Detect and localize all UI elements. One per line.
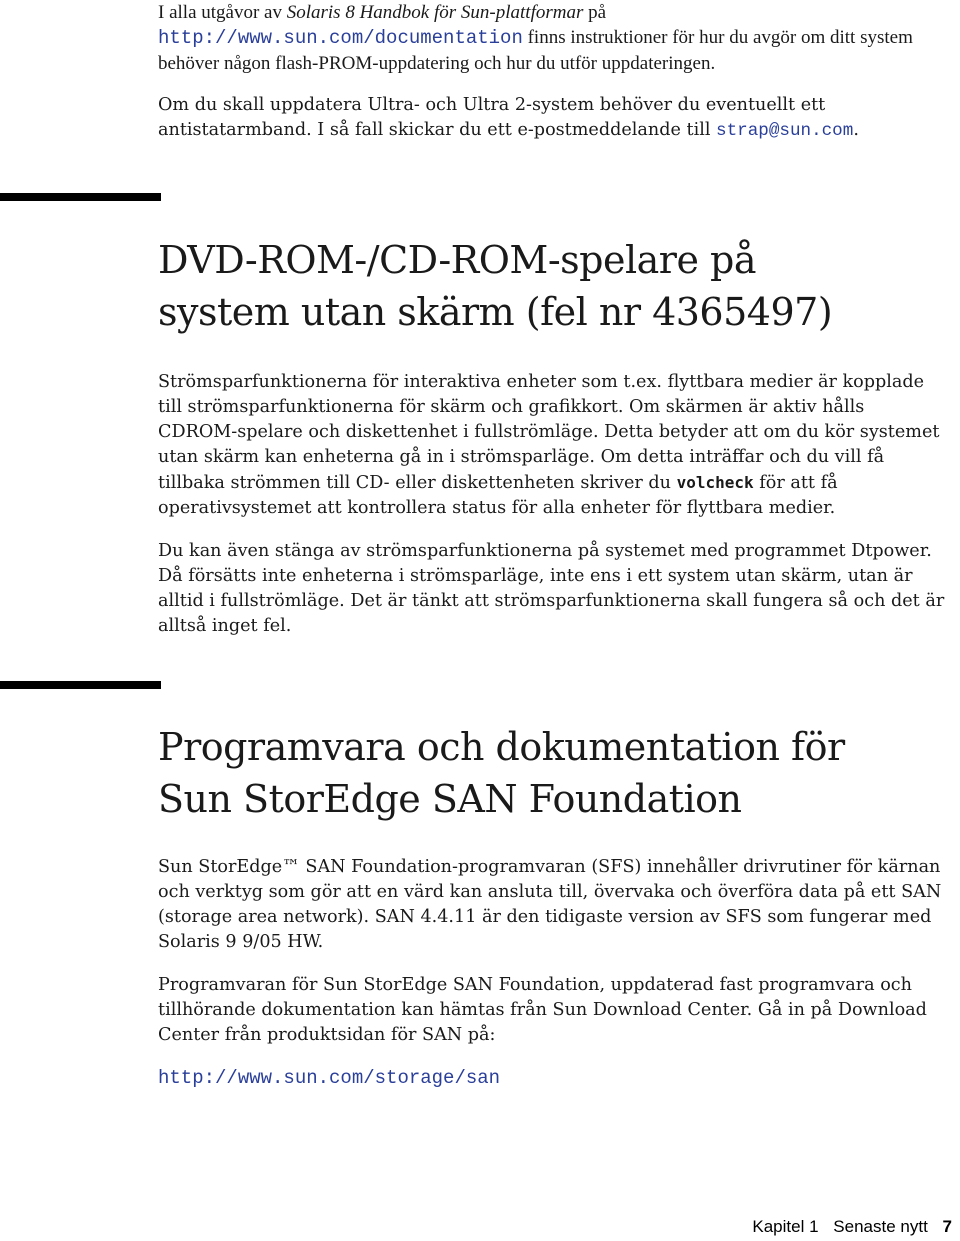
section-title [158, 234, 948, 338]
section-rule [0, 681, 161, 689]
section-dvd-rom [158, 234, 948, 639]
san-link[interactable]: http://www.sun.com/storage/san [158, 1067, 501, 1089]
footer-chapter: Kapitel 1 [752, 1217, 819, 1236]
footer-section: Senaste nytt [833, 1217, 928, 1236]
section-paragraph: Sun StorEdge™ SAN Foundation-programvaran (SFS) innehåller drivrutiner för kärnan och verktyg som gör att en värd kan ansluta till, övervaka och överföra data på ett SAN (storage area network). SAN 4.4.11 är den tidigaste version av SFS som fungerar med Solaris 9 9/05 HW. [158, 857, 942, 952]
command-text: volcheck [676, 473, 754, 492]
section-rule [0, 193, 161, 201]
body-text: för att få operativsystemet att kontrollera status för alla enheter för flyttbara medier. [158, 473, 838, 518]
documentation-link[interactable]: http://www.sun.com/documentation [158, 27, 523, 49]
section-title [158, 721, 948, 825]
intro-text: I alla utgåvor av [158, 2, 287, 23]
section-paragraph [158, 370, 948, 521]
section-paragraph: Du kan även stänga av strömsparfunktionerna på systemet med programmet Dtpower. Då försätts inte enheterna i strömsparläge, inte ens i ett system utan skärm, utan är alltid i fullströmläge. Det är tänkt att strömsparfunktionerna skall fungera så och det är alltså inget fel. [158, 541, 945, 636]
title-line: system utan skärm (fel nr 4365497) [158, 290, 833, 334]
intro-text: . [853, 120, 859, 140]
book-title: Solaris 8 Handbok för Sun-plattformar [286, 2, 584, 23]
body-text: Strömsparfunktionerna för interaktiva enheter som t.ex. flyttbara medier är kopplade till strömsparfunktionerna för skärm och grafikkort. Om skärmen är aktiv hålls CDROM-spelare och diskettenhet i fullströmläge. Detta betyder att om du kör systemet utan skärm kan enheterna gå in i strömsparläge. Om detta inträffar och du vill få tillbaka strömmen till CD- eller diskettenheten skriver du [158, 372, 940, 493]
title-line: Sun StorEdge SAN Foundation [158, 777, 742, 821]
intro-text: finns instruktioner för hur du avgör om ditt system behöver någon flash-PROM-uppdatering och hur du utför uppdateringen. [158, 27, 913, 74]
title-line: Programvara och dokumentation för [158, 725, 845, 769]
intro-block [158, 0, 948, 144]
email-link[interactable]: strap@sun.com [716, 121, 854, 141]
page-footer [742, 1217, 952, 1237]
intro-text: på [583, 2, 607, 23]
title-line: DVD-ROM-/CD-ROM-spelare på [158, 238, 757, 282]
section-paragraph: Programvaran för Sun StorEdge SAN Foundation, uppdaterad fast programvara och tillhörande dokumentation kan hämtas från Sun Download Center. Gå in på Download Center från produktsidan för SAN på: [158, 975, 927, 1045]
intro-paragraph-1 [158, 0, 948, 76]
intro-text: Om du skall uppdatera Ultra- och Ultra 2-system behöver du eventuellt ett antistatarmband. I så fall skickar du ett e-postmeddelande till [158, 95, 826, 140]
page-number: 7 [942, 1217, 952, 1236]
section-san-foundation [158, 721, 948, 1091]
intro-paragraph-2 [158, 93, 948, 144]
